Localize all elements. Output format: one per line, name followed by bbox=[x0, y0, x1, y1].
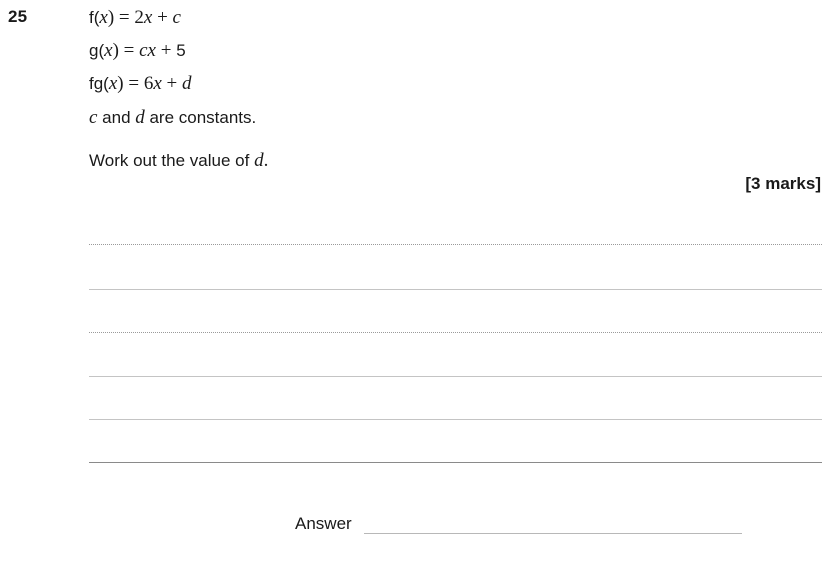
instruction: Work out the value of d. bbox=[89, 150, 269, 171]
working-line[interactable] bbox=[89, 462, 822, 463]
answer-label: Answer bbox=[295, 514, 352, 533]
question-number: 25 bbox=[8, 7, 28, 26]
equation-f: f(x) = 2x + c bbox=[89, 7, 181, 28]
equation-fg: fg(x) = 6x + d bbox=[89, 73, 192, 94]
working-line[interactable] bbox=[89, 419, 822, 420]
constants-statement: c and d are constants. bbox=[89, 107, 257, 128]
equation-g: g(x) = cx + 5 bbox=[89, 40, 186, 61]
working-line[interactable] bbox=[89, 244, 822, 245]
answer-line[interactable] bbox=[364, 533, 742, 534]
marks-label: [3 marks] bbox=[745, 174, 821, 193]
working-line[interactable] bbox=[89, 376, 822, 377]
working-line[interactable] bbox=[89, 332, 822, 333]
working-line[interactable] bbox=[89, 289, 822, 290]
